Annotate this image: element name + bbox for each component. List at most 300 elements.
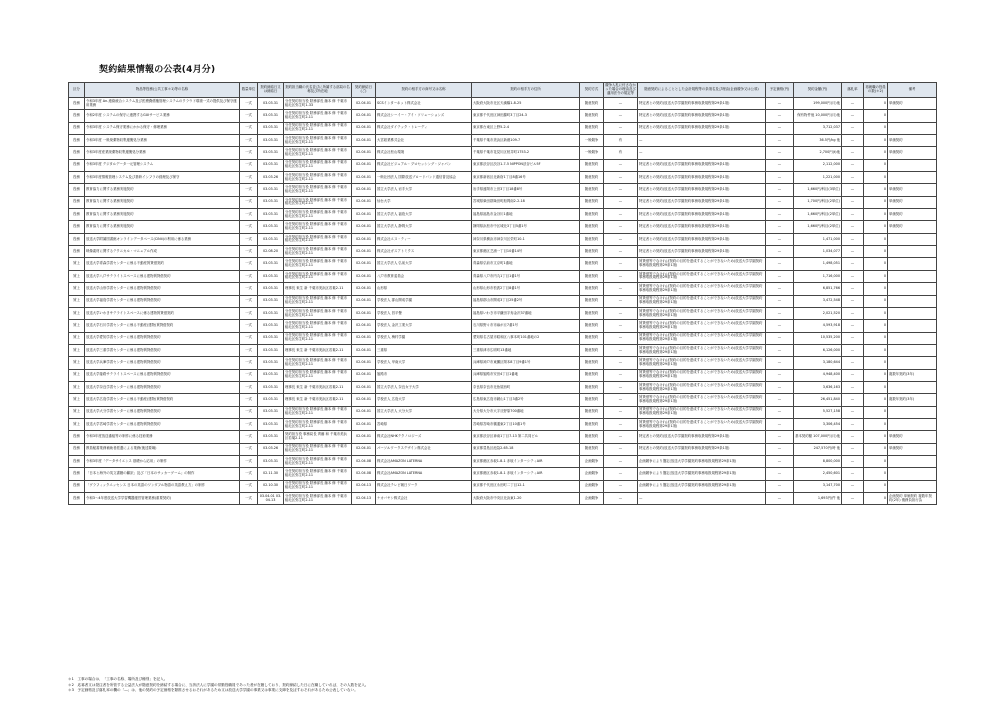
table-cell: 1,716,000 [794, 270, 842, 282]
table-cell: — [766, 493, 794, 505]
contract-results-table [68, 82, 937, 505]
table-cell: — [842, 135, 864, 147]
table-cell: 一般競争 [580, 135, 604, 147]
table-cell: — [842, 394, 864, 406]
table-cell: 東京都渋谷区渋谷1-7-5 NIPPON渋谷ビル5F [472, 159, 580, 171]
table-cell: 一式 [240, 270, 258, 282]
table-cell [888, 332, 937, 344]
table-cell: 令和3年度 システム保守業務にかかる保守・修理業務 [85, 122, 240, 134]
table-cell: 役務 [69, 98, 85, 110]
table-cell: 分任契約担当役 財務部長 藤本 修 千葉市稲毛区弥生町2-11 [284, 147, 352, 159]
table-cell: 03.03.31 [258, 258, 284, 270]
table-cell: 0 [864, 258, 888, 270]
table-cell: — [604, 307, 638, 319]
table-cell: 分任契約担当役 財務部長 藤本 修 千葉市稲毛区弥生町2-11 [284, 246, 352, 258]
table-cell: 単価契約 [888, 196, 937, 208]
table-cell: 分任契約担当役 財務部長 藤本 修 千葉市稲毛区弥生町2-11 [284, 295, 352, 307]
table-cell: — [842, 344, 864, 356]
table-cell: 随意契約 [580, 98, 604, 110]
table-cell: — [842, 196, 864, 208]
table-cell: 令和2年度 システムの保守に連携するGUIサービス業務 [85, 110, 240, 122]
table-cell: 国立大学法人 奈良女子大学 [376, 381, 472, 393]
table-cell: — [766, 135, 794, 147]
table-cell: 随意契約 [580, 320, 604, 332]
table-cell: 随意契約 [580, 221, 604, 233]
column-header: 予定価格(円) [766, 83, 794, 98]
table-cell: 1,693円/件 他 [794, 493, 842, 505]
table-cell: 特定者との契約(放送大学学園契約事務取扱規程第29条1項) [638, 172, 766, 184]
table-cell: 0 [864, 209, 888, 221]
table-cell: 株式会社ガスアトミクス [376, 246, 472, 258]
table-cell: — [842, 381, 864, 393]
table-cell: — [766, 98, 794, 110]
table-cell: 3,636,163 [794, 381, 842, 393]
table-cell: 随意契約 [580, 283, 604, 295]
table-cell: 分任契約担当役 財務部長 藤本 修 千葉市稲毛区弥生町2-11 [284, 443, 352, 455]
table-cell: — [604, 394, 638, 406]
table-cell: 0 [864, 443, 888, 455]
column-header: 備考 [888, 83, 937, 98]
table-cell: 山形県山形市松波2丁目8番1号 [472, 283, 580, 295]
table-cell: 分任契約担当役 財務部長 藤本 修 千葉市稲毛区弥生町2-11 [284, 209, 352, 221]
table-cell: 放送大学いわきサテライトスペースに係る建物賃貸借契約 [85, 307, 240, 319]
table-cell: 一式 [240, 295, 258, 307]
table-row [69, 172, 937, 184]
table-cell: — [604, 159, 638, 171]
table-cell: 随意契約 [580, 443, 604, 455]
table-cell: 三重県 [376, 344, 472, 356]
table-cell: 賃上 [69, 394, 85, 406]
table-cell: 教育協力に関する業務実施契約 [85, 196, 240, 208]
table-cell: 1,034,077 [794, 246, 842, 258]
table-cell: 分任契約担当役 財務部長 藤本 修 千葉市稲毛区弥生町2-11 [284, 418, 352, 430]
table-cell: 10,535,200 [794, 332, 842, 344]
table-cell: 1,660円/科目(2単位) [794, 209, 842, 221]
table-cell: 役務 [69, 468, 85, 480]
table-cell: 教育協力に関する業務実施契約 [85, 221, 240, 233]
table-cell: 随意契約 [580, 431, 604, 443]
column-header: 競争入札に付さなかった場合の理由及び適用法令の規定等 [604, 83, 638, 98]
table-cell: 理事長 來生 新 千葉市美浜区若葉2-11 [284, 381, 352, 393]
table-cell: 特定者との契約(放送大学学園契約事務取扱規程第29条1項) [638, 443, 766, 455]
table-cell: 1,700円/科目(2単位) [794, 196, 842, 208]
table-cell: 02.04.01 [352, 258, 376, 270]
table-cell: 02.04.01 [352, 196, 376, 208]
footnote-1: ＊1 工事の場合は、「工事の名称、場所及び種別」を記入。 [68, 677, 168, 681]
table-cell: 一式 [240, 122, 258, 134]
table-cell: 02.04.13 [352, 480, 376, 492]
table-cell: 3,306,454 [794, 418, 842, 430]
table-cell: — [766, 418, 794, 430]
table-cell: 単価契約 [888, 221, 937, 233]
table-cell: 青森県八戸市内丸1丁目1番1号 [472, 270, 580, 282]
table-cell: 1,660円/科目(3単位) [794, 184, 842, 196]
table-cell: 随意契約 [580, 270, 604, 282]
table-cell: 随意契約 [580, 172, 604, 184]
table-cell: — [604, 332, 638, 344]
table-cell: 一式 [240, 357, 258, 369]
table-cell: 令和3年度 デジタルデータ一元管理システム [85, 159, 240, 171]
table-cell: 福島県福島市金谷川1番地 [472, 209, 580, 221]
table-cell: 03.03.31 [258, 455, 284, 467]
table-cell: — [842, 147, 864, 159]
table-cell: — [604, 221, 638, 233]
table-row [69, 357, 937, 369]
table-cell: — [842, 184, 864, 196]
table-cell: 0 [864, 135, 888, 147]
table-cell: 兵庫県神戸市東灘区岡本8丁目9番1号 [472, 357, 580, 369]
table-cell: 分任契約担当役 財務部長 藤本 修 千葉市稲毛区弥生町2-11 [284, 307, 352, 319]
table-row [69, 418, 937, 430]
table-cell: — [604, 258, 638, 270]
table-cell: 宮崎県 [376, 418, 472, 430]
table-cell: 宮崎県宮崎市橘通東2丁目10番1号 [472, 418, 580, 430]
table-cell: — [766, 122, 794, 134]
table-cell: 0 [864, 98, 888, 110]
table-cell: 役務 [69, 493, 85, 505]
column-header: 契約の相手方の住所 [472, 83, 580, 98]
table-cell: 03.03.31 [258, 283, 284, 295]
table-cell: 02.04.08 [352, 455, 376, 467]
table-row [69, 431, 937, 443]
table-cell: 一式 [240, 418, 258, 430]
column-header: 契約金額(円) [794, 83, 842, 98]
table-cell: 36.5円/kg 他 [794, 135, 842, 147]
table-cell [888, 320, 937, 332]
table-cell [888, 406, 937, 418]
table-cell: 随意契約 [580, 233, 604, 245]
table-cell: 教育協力に関する業務実施契約 [85, 209, 240, 221]
table-cell: 2,700円(t)他 [794, 147, 842, 159]
table-cell: 3,472,548 [794, 295, 842, 307]
table-cell: — [604, 468, 638, 480]
footnotes [68, 677, 948, 694]
table-cell: 役務 [69, 233, 85, 245]
table-cell: 03.03.31 [258, 394, 284, 406]
table-cell: 放送大学石川学習センターに係る不動産(建物)賃貸借契約 [85, 320, 240, 332]
table-cell: 分任契約担当役 財務部長 藤本 修 千葉市稲毛区弥生町2-11 [284, 480, 352, 492]
table-cell: 一式 [240, 283, 258, 295]
table-cell: 03.03.26 [258, 443, 284, 455]
table-cell: 賃貸借等でなければ契約の目的を達成することができないため(放送大学学園契約事務取扱規程第29条1項) [638, 394, 766, 406]
table-cell: 学校法人 梅村学園 [376, 332, 472, 344]
table-cell: 特定者との契約(放送大学学園契約事務取扱規程第29条1項) [638, 209, 766, 221]
table-cell: 役務 [69, 431, 85, 443]
table-cell: 0 [864, 493, 888, 505]
table-cell: — [766, 344, 794, 356]
table-cell: — [604, 455, 638, 467]
table-cell: ナカバヤシ株式会社 [376, 493, 472, 505]
table-header-row [69, 83, 937, 98]
table-cell: 0 [864, 295, 888, 307]
table-row [69, 320, 937, 332]
table-cell: 一式 [240, 209, 258, 221]
column-header: 再就職の役員の数(＊2) [864, 83, 888, 98]
table-cell: 単価契約 [888, 184, 937, 196]
table-cell: — [766, 295, 794, 307]
table-cell: — [604, 122, 638, 134]
table-cell: 一式 [240, 159, 258, 171]
table-cell: — [766, 406, 794, 418]
column-header: 契約担当職の氏名並びに所属する部局の名称及び所在地 [284, 83, 352, 98]
table-cell: — [766, 455, 794, 467]
table-cell: 随意契約 [580, 406, 604, 418]
table-cell [888, 418, 937, 430]
table-cell: — [842, 258, 864, 270]
table-cell: — [766, 394, 794, 406]
table-cell: 02.04.08 [352, 468, 376, 480]
table-cell: 東京都千代田区永田町二丁目12-1 [472, 480, 580, 492]
table-cell: 役務 [69, 246, 85, 258]
table-row [69, 381, 937, 393]
table-cell: 株式会社エヌ・ティー [376, 233, 472, 245]
table-cell: 1,221,000 [794, 172, 842, 184]
table-row [69, 135, 937, 147]
table-cell: 静岡県浜松市中区城北3丁目5番1号 [472, 221, 580, 233]
table-cell [888, 159, 937, 171]
table-cell: 賃貸借等でなければ契約の目的を達成することができないため(放送大学学園契約事務取扱規程第29条1項) [638, 418, 766, 430]
table-cell: 分任契約担当役 財務部長 藤本 修 千葉市稲毛区弥生町2-11 [284, 172, 352, 184]
table-cell: 企画競争により選定(放送大学学園契約事務取扱規程第29条1項) [638, 468, 766, 480]
page-title: 契約結果情報の公表(4月分) [99, 65, 216, 75]
table-cell: 26,451,840 [794, 394, 842, 406]
table-row [69, 270, 937, 282]
table-cell: 東京都新宿区北新宿1丁目8番16号 [472, 172, 580, 184]
table-cell: 役務 [69, 209, 85, 221]
table-cell: 02.04.01 [352, 406, 376, 418]
table-cell: 分任契約担当役 財務部長 藤本 修 千葉市稲毛区弥生町2-11 [284, 196, 352, 208]
table-cell: 03.03.31 [258, 196, 284, 208]
table-cell: — [766, 381, 794, 393]
table-cell: 特定者との契約(放送大学学園契約事務取扱規程第29条1項) [638, 110, 766, 122]
table-cell: 賃貸借等でなければ契約の目的を達成することができないため(放送大学学園契約事務取扱規程第29条1項) [638, 270, 766, 282]
table-cell: 分任契約担当役 財務部長 藤本 修 千葉市稲毛区弥生町1-33 [284, 98, 352, 110]
table-cell: 02.04.01 [352, 147, 376, 159]
table-cell: 国立大学法人 福島大学 [376, 209, 472, 221]
table-cell: 賃貸借等でなければ契約の目的を達成することができないため(放送大学学園契約事務取扱規程第29条1項) [638, 369, 766, 381]
table-cell: — [842, 110, 864, 122]
table-cell: 大宮総業株式会社 [376, 135, 472, 147]
table-cell: 0 [864, 307, 888, 319]
table-cell: 八戸市教育委員会 [376, 270, 472, 282]
table-cell: — [766, 258, 794, 270]
table-cell: — [604, 110, 638, 122]
column-header: 物品等役務(公共工事＊1)等の名称 [85, 83, 240, 98]
table-cell: 単価契約 [888, 147, 937, 159]
table-cell: 単価契約 [888, 443, 937, 455]
table-cell: 随意契約 [580, 159, 604, 171]
table-cell: — [766, 172, 794, 184]
table-cell: — [842, 172, 864, 184]
table-cell: 役務 [69, 443, 85, 455]
table-cell: 2,112,000 [794, 159, 842, 171]
table-cell: — [766, 110, 794, 122]
table-cell [888, 233, 937, 245]
table-cell: 0 [864, 283, 888, 295]
table-row [69, 209, 937, 221]
table-cell: 株式会社テレビ朝日ワーク [376, 480, 472, 492]
table-cell [888, 344, 937, 356]
table-cell: 特定者との契約(放送大学学園契約事務取扱規程第29条1項) [638, 221, 766, 233]
table-cell: 一式 [240, 184, 258, 196]
table-cell: 一式 [240, 480, 258, 492]
table-cell [888, 295, 937, 307]
table-cell: 役務 [69, 221, 85, 233]
table-cell: 学校法人 昌平黌 [376, 307, 472, 319]
table-cell: 0 [864, 172, 888, 184]
table-cell: — [604, 344, 638, 356]
table-cell: 一式 [240, 98, 258, 110]
table-cell: 令和3年度情報管理システム及び基幹インフラの経理及び保守 [85, 172, 240, 184]
table-cell: 03.03.31 [258, 357, 284, 369]
table-cell: 特定者との契約(放送大学学園契約事務取扱規程第29条1項) [638, 431, 766, 443]
table-cell: 一式 [240, 258, 258, 270]
table-cell [888, 468, 937, 480]
table-cell: — [604, 480, 638, 492]
table-cell: 02.04.01 [352, 394, 376, 406]
table-cell: 分任契約担当役 財務部長 藤本 修 千葉市稲毛区弥生町2-11 [284, 110, 352, 122]
table-cell: 分任契約担当役 財務部長 藤本 修 千葉市稲毛区弥生町2-11 [284, 270, 352, 282]
table-cell: 神奈川県横浜市神奈川区栄町10-1 [472, 233, 580, 245]
table-cell: 一式 [240, 468, 258, 480]
table-cell: 放送大学三重学習センターに係る建物賃貸借契約 [85, 344, 240, 356]
table-cell: 分任契約担当役 財務部長 藤本 修 千葉市稲毛区弥生町2-11 [284, 357, 352, 369]
table-cell: — [766, 307, 794, 319]
table-cell: 02.04.01 [352, 110, 376, 122]
table-cell: — [842, 431, 864, 443]
table-cell: 0 [864, 357, 888, 369]
table-cell: 東京都千代田区神田錦町3丁目24-3 [472, 110, 580, 122]
table-cell: 放送大学愛知学習センターに係る建物賃貸借契約 [85, 332, 240, 344]
table-cell: 03.03.31 [258, 135, 284, 147]
table-row [69, 480, 937, 492]
table-cell: 247,570円/時 他 [794, 443, 842, 455]
table-cell: 放送大学附属図書館オンラインデータベース(CiNii)の利用に係る業務 [85, 233, 240, 245]
table-cell: 一式 [240, 196, 258, 208]
table-cell: — [766, 233, 794, 245]
table-cell: 青森県弘前市文京町1番地 [472, 258, 580, 270]
table-cell: 03.03.31 [258, 406, 284, 418]
table-cell: 0 [864, 480, 888, 492]
table-cell: 賃貸借等でなければ契約の目的を達成することができないため(放送大学学園契約事務取扱規程第29条1項) [638, 258, 766, 270]
table-cell: — [842, 122, 864, 134]
table-cell: — [604, 209, 638, 221]
table-cell: 有 [604, 135, 638, 147]
table-cell: 随意契約 [580, 381, 604, 393]
table-cell: 0 [864, 394, 888, 406]
table-cell: 6,126,000 [794, 344, 842, 356]
table-cell: 03.03.31 [258, 295, 284, 307]
table-cell: 株式会社AMAZON LATERNA [376, 455, 472, 467]
table-cell: 0 [864, 431, 888, 443]
table-cell: 0 [864, 406, 888, 418]
table-cell: 02.04.01 [352, 307, 376, 319]
table-cell: — [842, 480, 864, 492]
table-cell: 随意契約 [580, 122, 604, 134]
table-cell: 0 [864, 381, 888, 393]
table-cell: 役務 [69, 196, 85, 208]
table-cell: — [766, 209, 794, 221]
table-cell: 国立大学法人 静岡大学 [376, 221, 472, 233]
table-cell: 企画競争により選定(放送大学学園契約事務取扱規程第29条1項) [638, 455, 766, 467]
table-row [69, 295, 937, 307]
table-cell: 随意契約 [580, 209, 604, 221]
table-cell: — [604, 357, 638, 369]
table-cell: 0 [864, 196, 888, 208]
table-cell: 02.04.01 [352, 320, 376, 332]
table-row [69, 493, 937, 505]
table-cell: 一式 [240, 246, 258, 258]
table-cell: 一式 [240, 344, 258, 356]
table-cell: 「日本と海外の英文書籍の翻訳」及び「日本のサッカーゲーム」の制作 [85, 468, 240, 480]
table-cell: 賃上 [69, 283, 85, 295]
table-cell: 単価契約 [888, 98, 937, 110]
table-cell: 放送大学宮崎学習センターに係る建物賃貸借契約 [85, 418, 240, 430]
table-cell: — [604, 295, 638, 307]
table-row [69, 468, 937, 480]
table-cell: 一式 [240, 493, 258, 505]
table-cell: 03.03.31 [258, 147, 284, 159]
table-cell: 単価契約 [888, 209, 937, 221]
table-cell: — [638, 493, 766, 505]
table-cell: 放送大学姫路サテライトスペースに係る建物賃貸借契約 [85, 369, 240, 381]
table-cell: 0 [864, 455, 888, 467]
table-cell: 放送大学山形学習センターに係る建物賃貸借契約 [85, 283, 240, 295]
table-cell: — [842, 455, 864, 467]
table-cell: 国立大学法人 大分大学 [376, 406, 472, 418]
table-cell: 0 [864, 221, 888, 233]
table-cell: 03.04.01 03.04.13 [258, 493, 284, 505]
table-cell: 理事長 來生 新 千葉市美浜区若葉2-11 [284, 283, 352, 295]
table-cell: 特定者との契約(放送大学学園契約事務取扱規程第29条1項) [638, 122, 766, 134]
table-cell: — [842, 270, 864, 282]
table-cell: 03.03.31 [258, 221, 284, 233]
table-cell: 一式 [240, 443, 258, 455]
table-cell: 一式 [240, 332, 258, 344]
table-cell: 東京都港区赤坂1-8-1 赤坂インターシティAIR [472, 455, 580, 467]
table-cell: — [604, 283, 638, 295]
table-row [69, 122, 937, 134]
table-cell: 02.11.30 [258, 468, 284, 480]
table-cell: 随意契約 [580, 418, 604, 430]
column-header: 落札率 [842, 83, 864, 98]
table-cell: 賃上 [69, 332, 85, 344]
table-cell: 分任契約担当役 財務部長 藤本 修 千葉市稲毛区弥生町2-11 [284, 184, 352, 196]
table-cell: 随意契約 [580, 344, 604, 356]
table-body [69, 98, 937, 505]
table-cell: 03.03.31 [258, 209, 284, 221]
table-cell: 企画競争により選定(放送大学学園契約事務取扱規程第29条1項) [638, 480, 766, 492]
table-cell: — [604, 431, 638, 443]
table-cell: 賃貸借等でなければ契約の目的を達成することができないため(放送大学学園契約事務取扱規程第29条1項) [638, 320, 766, 332]
table-cell: 03.03.31 [258, 332, 284, 344]
table-cell: 役務 [69, 147, 85, 159]
table-cell: 大阪府大阪市北区天満橋1-8-25 [472, 98, 580, 110]
table-cell: 賃貸借等でなければ契約の目的を達成することができないため(放送大学学園契約事務取扱規程第29条1項) [638, 381, 766, 393]
table-cell: 03.03.31 [258, 418, 284, 430]
table-cell [888, 381, 937, 393]
table-cell: 放送大学広島学習センターに係る不動産(建物)賃貸借契約 [85, 394, 240, 406]
table-cell: 令和3～4年度放送大学学習機器運営管理業務(重要契約) [85, 493, 240, 505]
table-row [69, 196, 937, 208]
table-cell: 4,593,918 [794, 320, 842, 332]
table-row [69, 233, 937, 245]
table-cell: 奈良県奈良市北魚屋西町 [472, 381, 580, 393]
table-cell: — [842, 369, 864, 381]
table-cell: 5,527,158 [794, 406, 842, 418]
table-cell: 0 [864, 344, 888, 356]
table-cell: 03.03.31 [258, 122, 284, 134]
